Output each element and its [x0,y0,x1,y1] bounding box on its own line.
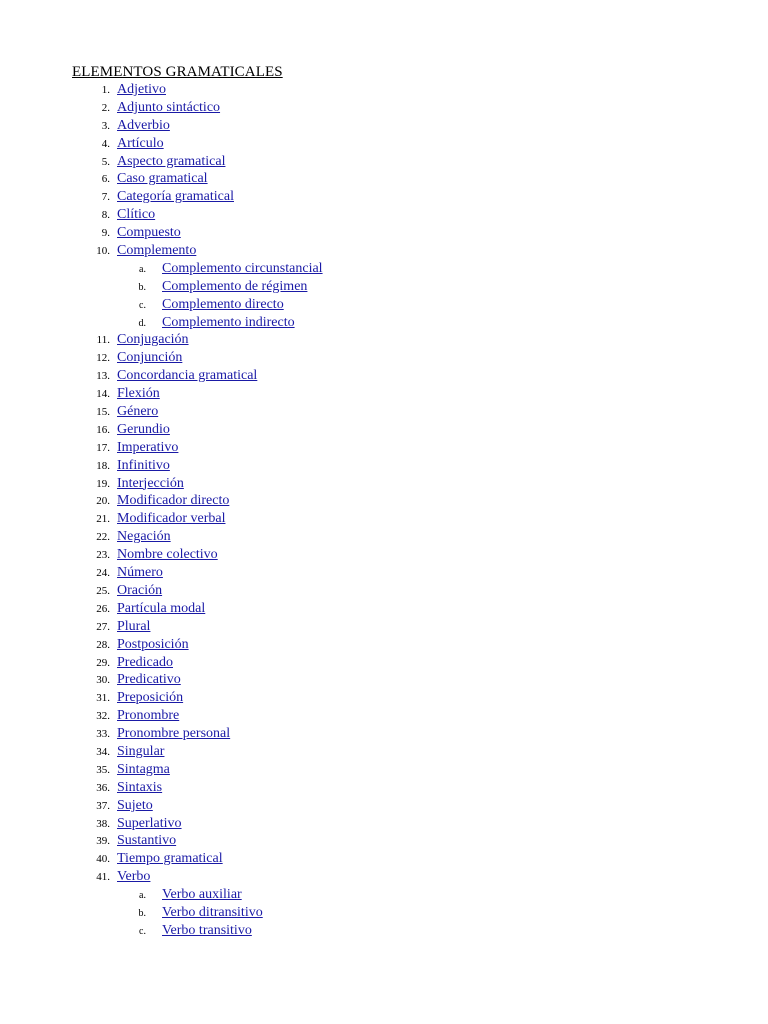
item-number: 1. [101,84,110,96]
list-item [0,671,768,689]
list-item [0,528,768,546]
sub-item-marker: c. [139,299,146,311]
item-number: 34. [96,745,110,758]
item-number: 10. [96,245,110,258]
item-number: 8. [101,209,110,222]
item-link[interactable]: Nombre colectivo [117,547,218,563]
sub-item-link[interactable]: Verbo auxiliar [162,887,242,903]
item-number: 18. [96,459,110,472]
item-link[interactable]: Oración [117,582,163,598]
item-link[interactable]: Aspecto gramatical [117,153,226,169]
item-number: 24. [96,567,110,580]
item-number: 5. [101,155,110,168]
sub-item-marker: a. [139,263,146,275]
list-item [0,135,768,153]
sub-list-item [0,296,768,314]
list-item [0,546,768,564]
item-number: 29. [96,656,110,669]
item-number: 31. [96,692,110,705]
item-number: 28. [96,638,110,651]
list-item [0,582,768,600]
list-item [0,439,768,457]
sub-item-marker: b. [138,281,146,293]
list-item [0,654,768,672]
item-link[interactable]: Verbo [117,869,151,885]
list-item [0,385,768,403]
item-number: 12. [96,352,110,365]
sub-list-item [0,904,768,922]
item-link[interactable]: Compuesto [117,225,181,241]
item-number: 35. [96,763,110,776]
list-item [0,242,768,260]
list-item [0,153,768,171]
item-number: 14. [96,388,110,401]
item-link[interactable]: Modificador verbal [117,511,226,527]
item-link[interactable]: Modificador directo [117,493,230,509]
item-number: 17. [96,441,110,454]
sub-list-item [0,314,768,332]
item-link[interactable]: Sintaxis [117,779,163,795]
list-item [0,403,768,421]
sub-item-link[interactable]: Verbo ditransitivo [162,904,263,920]
list-item [0,188,768,206]
list-item [0,331,768,349]
sub-list-item [0,260,768,278]
list-item [0,475,768,493]
item-number: 30. [96,674,110,687]
item-number: 13. [96,370,110,383]
item-link[interactable]: Imperativo [117,439,179,455]
list-item [0,850,768,868]
item-number: 38. [96,817,110,830]
item-link[interactable]: Superlativo [117,815,182,831]
item-link[interactable]: Predicado [117,654,173,670]
list-item [0,743,768,761]
list-item [0,636,768,654]
item-link[interactable]: Adjunto sintáctico [117,99,221,115]
list-item [0,349,768,367]
item-number: 6. [101,173,110,186]
item-link[interactable]: Infinitivo [117,457,170,473]
item-number: 9. [101,227,110,240]
item-number: 33. [96,728,110,741]
list-item [0,868,768,886]
list-item [0,600,768,618]
item-link[interactable]: Categoría gramatical [117,189,234,205]
list-item [0,81,768,99]
item-link[interactable]: Número [117,565,163,581]
item-number: 37. [96,799,110,812]
sub-list-item [0,278,768,296]
item-number: 25. [96,584,110,597]
item-number: 27. [96,620,110,633]
list-item [0,117,768,135]
sub-item-link[interactable]: Verbo transitivo [162,922,252,938]
sub-item-link[interactable]: Complemento indirecto [162,314,295,330]
document-title: ELEMENTOS GRAMATICALES [72,64,283,80]
item-link[interactable]: Sustantivo [117,833,177,849]
item-link[interactable]: Artículo [117,135,164,151]
list-item [0,421,768,439]
sub-item-link[interactable]: Complemento directo [162,296,284,312]
item-number: 15. [96,406,110,419]
sub-item-marker: d. [138,317,146,329]
item-link[interactable]: Complemento [117,243,197,259]
item-link[interactable]: Interjección [117,475,184,491]
list-item [0,510,768,528]
item-link[interactable]: Género [117,404,159,420]
list-item [0,689,768,707]
item-number: 4. [101,137,110,150]
item-link[interactable]: Postposición [117,636,189,652]
list-item [0,367,768,385]
item-link[interactable]: Partícula modal [117,600,206,616]
item-link[interactable]: Adverbio [117,117,170,133]
sub-item-link[interactable]: Complemento circunstancial [162,260,323,276]
item-link[interactable]: Clítico [117,207,156,223]
item-link[interactable]: Sujeto [117,797,153,813]
item-link[interactable]: Flexión [117,386,160,402]
list-item [0,457,768,475]
item-number: 21. [96,513,110,526]
list-item [0,779,768,797]
item-link[interactable]: Tiempo gramatical [117,851,223,867]
item-link[interactable]: Sintagma [117,761,170,777]
item-number: 36. [96,781,110,794]
list-item [0,170,768,188]
item-link[interactable]: Plural [117,618,151,634]
item-link[interactable]: Pronombre personal [117,726,231,742]
item-link[interactable]: Conjunción [117,350,183,366]
sub-list-item [0,886,768,904]
item-link[interactable]: Caso gramatical [117,171,208,187]
item-link[interactable]: Predicativo [117,672,181,688]
item-number: 41. [96,871,110,884]
item-number: 40. [96,853,110,866]
sub-item-link[interactable]: Complemento de régimen [162,278,308,294]
item-number: 23. [96,549,110,562]
item-link[interactable]: Pronombre [117,708,180,724]
item-link[interactable]: Concordancia gramatical [117,368,258,384]
list-item [0,492,768,510]
list-item [0,725,768,743]
item-number: 3. [101,119,110,132]
sub-item-marker: b. [138,907,146,919]
item-number: 19. [96,477,110,490]
item-link[interactable]: Preposición [117,690,184,706]
item-number: 11. [96,334,110,347]
list-item [0,815,768,833]
list-item [0,224,768,242]
list-item [0,99,768,117]
item-link[interactable]: Adjetivo [117,82,166,97]
list-item [0,707,768,725]
item-link[interactable]: Gerundio [117,421,170,437]
item-number: 26. [96,602,110,615]
list-item [0,797,768,815]
item-number: 32. [96,710,110,723]
item-link[interactable]: Negación [117,529,171,545]
sub-list-item [0,922,768,940]
item-number: 16. [96,423,110,436]
sub-item-marker: c. [139,925,146,937]
item-number: 7. [101,191,110,204]
list-item [0,206,768,224]
list-item [0,618,768,636]
list-item [0,564,768,582]
list-item [0,832,768,850]
item-number: 39. [96,835,110,848]
grammar-elements-list [0,81,768,940]
item-link[interactable]: Conjugación [117,332,189,348]
list-item [0,761,768,779]
item-link[interactable]: Singular [117,743,165,759]
sub-item-marker: a. [139,890,146,902]
item-number: 20. [96,495,110,508]
item-number: 2. [101,101,110,114]
item-number: 22. [96,531,110,544]
